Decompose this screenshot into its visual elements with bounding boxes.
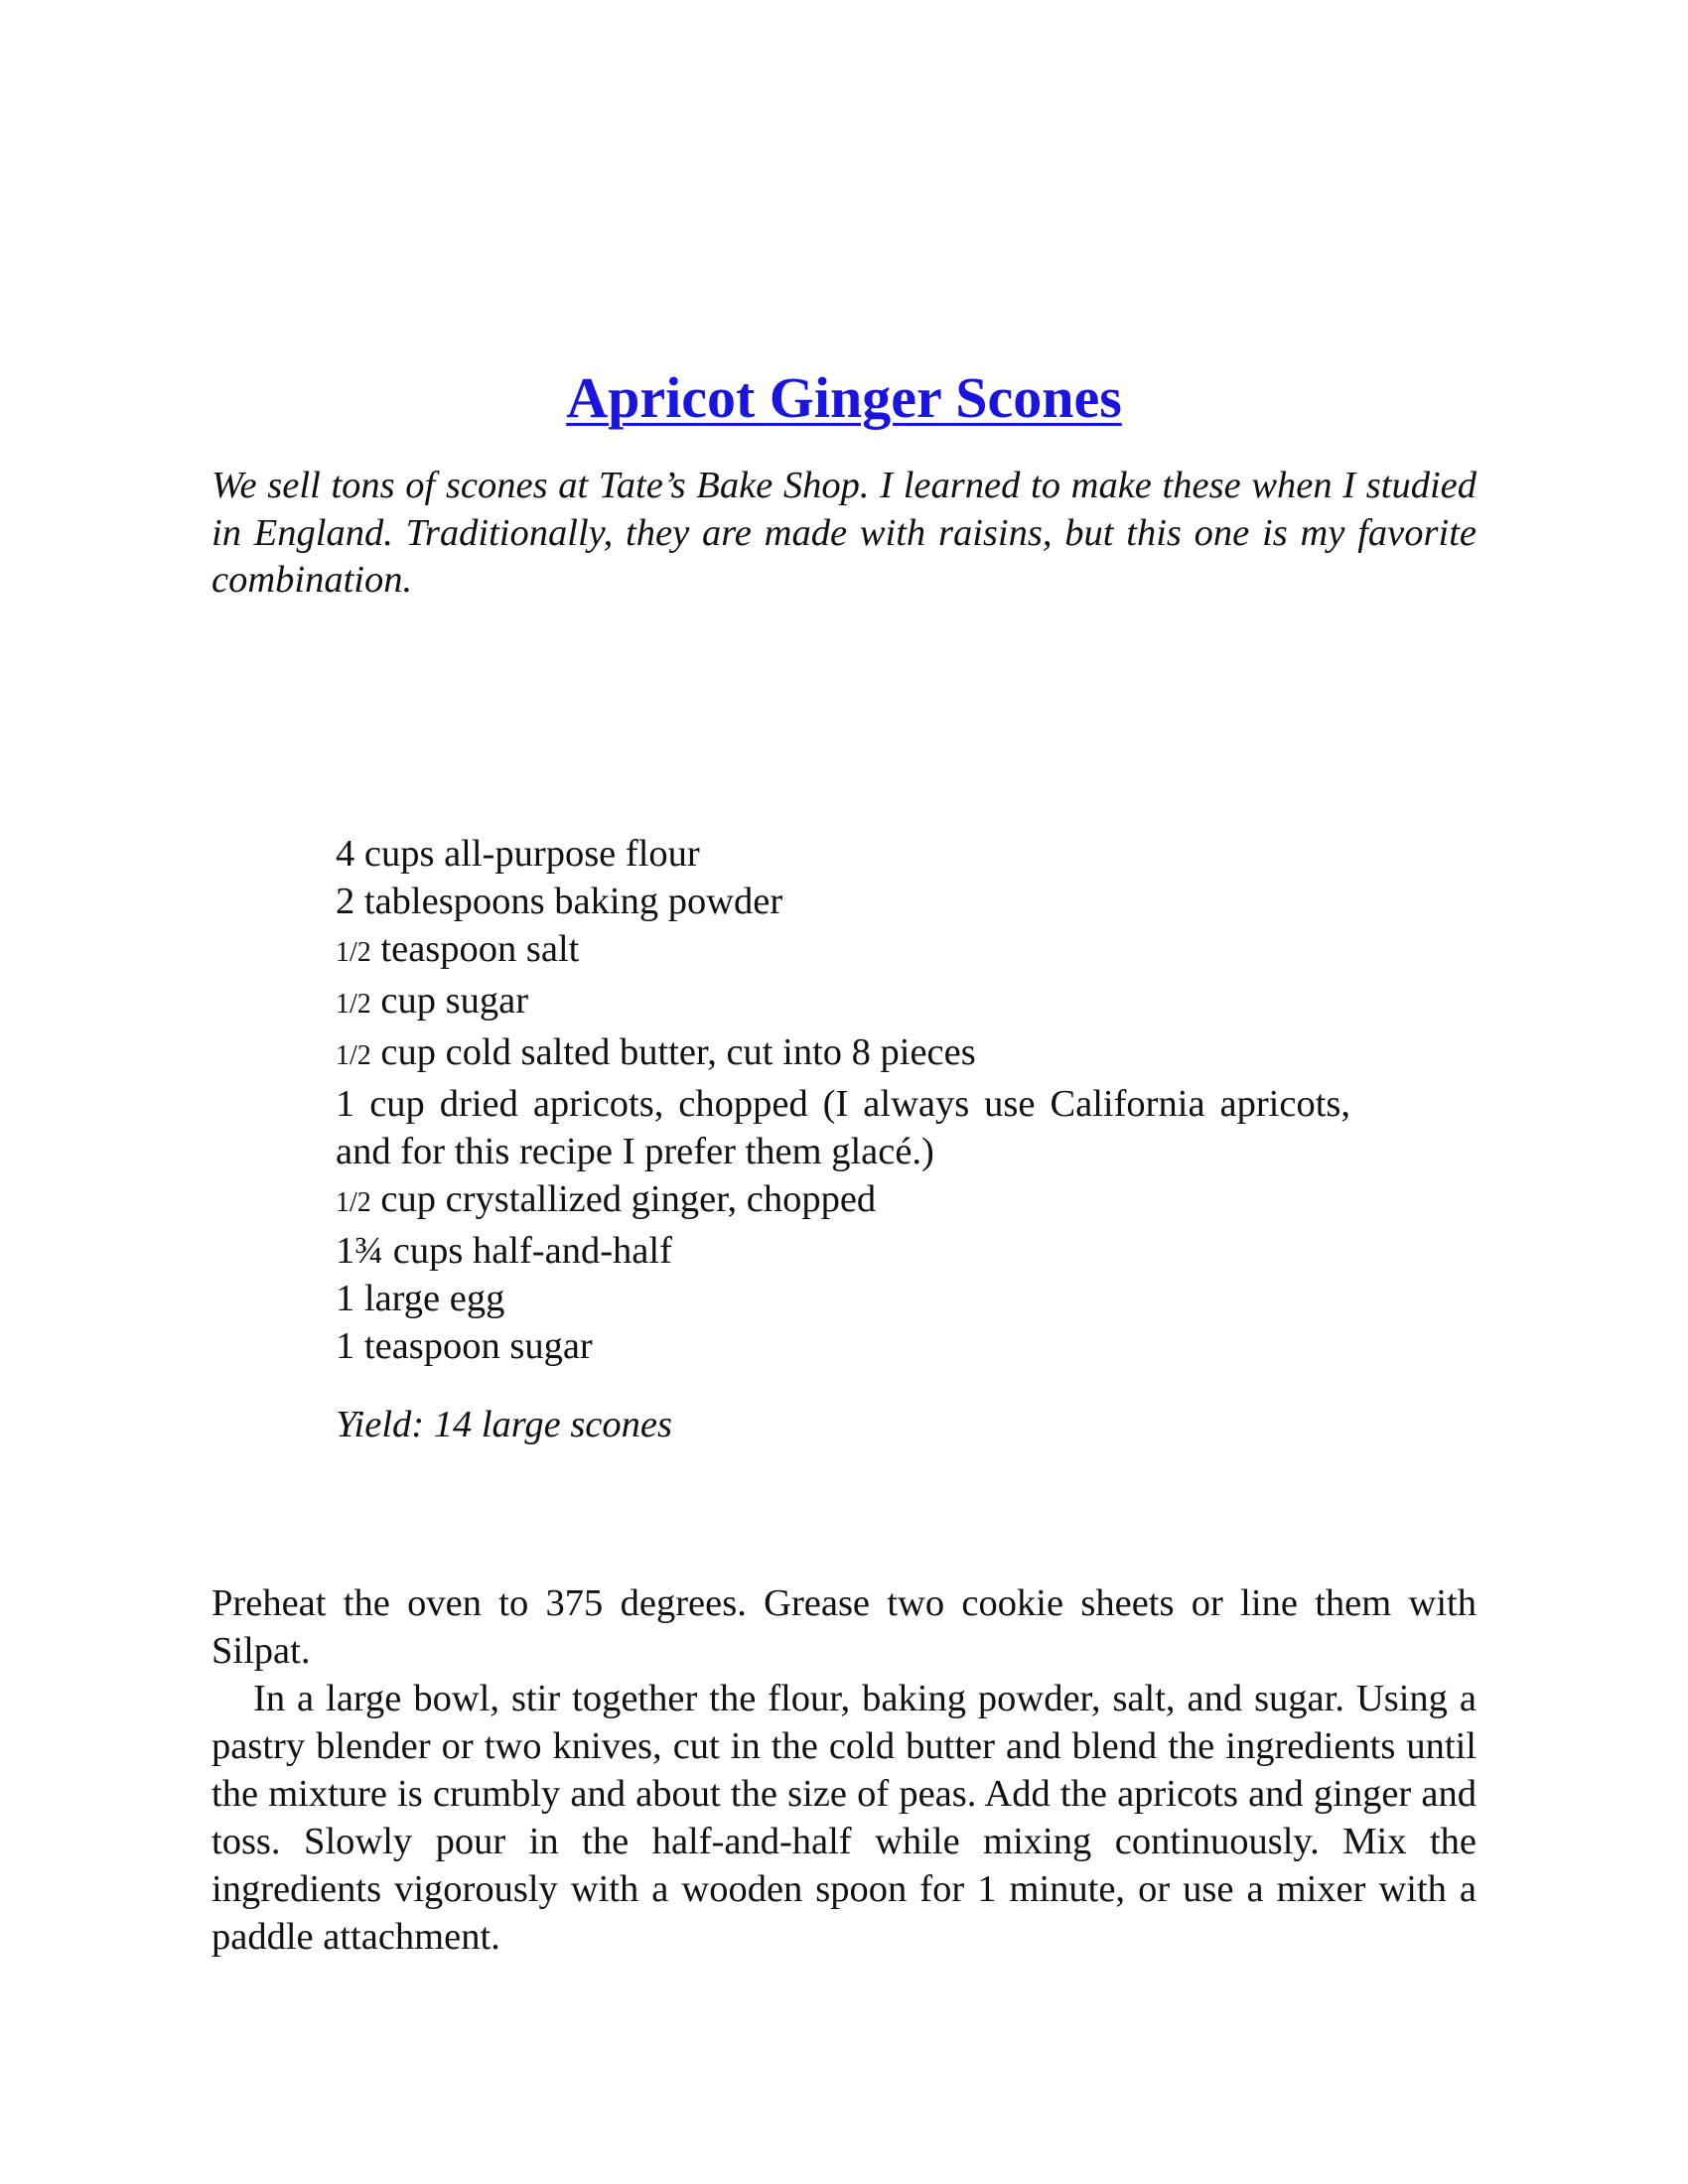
method-paragraph: Preheat the oven to 375 degrees. Grease two cookie sheets or line them with Silpat. — [211, 1582, 1477, 1672]
ingredient-item — [336, 878, 1350, 925]
ingredient-qty: 1/2 — [336, 1187, 371, 1218]
ingredient-item — [336, 830, 1350, 878]
ingredient-qty: 1/2 — [336, 989, 371, 1020]
ingredient-text: cup sugar — [370, 980, 529, 1022]
ingredient-qty: 4 — [336, 833, 355, 875]
ingredient-text: teaspoon sugar — [354, 1325, 593, 1367]
recipe-title[interactable]: Apricot Ginger Scones — [566, 365, 1122, 430]
recipe-intro: We sell tons of scones at Tate’s Bake Shop. I learned to make these when I studied in England. Traditionally, they are made with raisins, but this one is my favorite combination. — [211, 465, 1477, 602]
ingredient-text: cup crystallized ginger, chopped — [370, 1178, 877, 1220]
ingredient-item — [336, 1175, 1350, 1227]
recipe-yield: Yield: 14 large scones — [336, 1404, 672, 1445]
ingredient-item — [336, 1322, 1350, 1370]
ingredient-qty: 1¾ — [336, 1230, 384, 1272]
method-paragraph: In a large bowl, stir together the flour, baking powder, salt, and sugar. Using a pastry blender or two knives, cut in the cold butter and blend the ingredients until the mixture is crumbly and about the size of peas. Add the apricots and ginger and toss. Slowly pour in the half-and-half while mixing continuously. Mix the ingredients vigorously with a wooden spoon for 1 minute, or use a mixer with a paddle attachment. — [211, 1678, 1477, 1958]
ingredient-text: cups half-and-half — [383, 1230, 672, 1272]
ingredient-text: cup dried apricots, chopped (I always use California apricots, and for this recipe I prefer them glacé.) — [336, 1083, 1350, 1172]
recipe-method — [211, 1579, 1477, 1961]
ingredient-list — [336, 830, 1350, 1370]
ingredient-qty: 2 — [336, 881, 355, 922]
ingredient-item — [336, 977, 1350, 1028]
ingredient-qty: 1/2 — [336, 937, 371, 968]
ingredient-item — [336, 1080, 1350, 1175]
ingredient-text: cup cold salted butter, cut into 8 pieces — [370, 1031, 976, 1073]
ingredient-qty: 1 — [336, 1325, 355, 1367]
ingredient-item — [336, 1275, 1350, 1322]
ingredient-qty: 1/2 — [336, 1040, 371, 1071]
ingredient-item — [336, 1028, 1350, 1080]
ingredient-item — [336, 925, 1350, 977]
ingredient-text: teaspoon salt — [370, 928, 580, 970]
ingredient-qty: 1 — [336, 1278, 355, 1319]
ingredient-text: cups all-purpose flour — [354, 833, 700, 875]
ingredient-item — [336, 1227, 1350, 1275]
ingredient-text: tablespoons baking powder — [354, 881, 783, 922]
ingredient-qty: 1 — [336, 1083, 355, 1125]
ingredient-text: large egg — [354, 1278, 505, 1319]
